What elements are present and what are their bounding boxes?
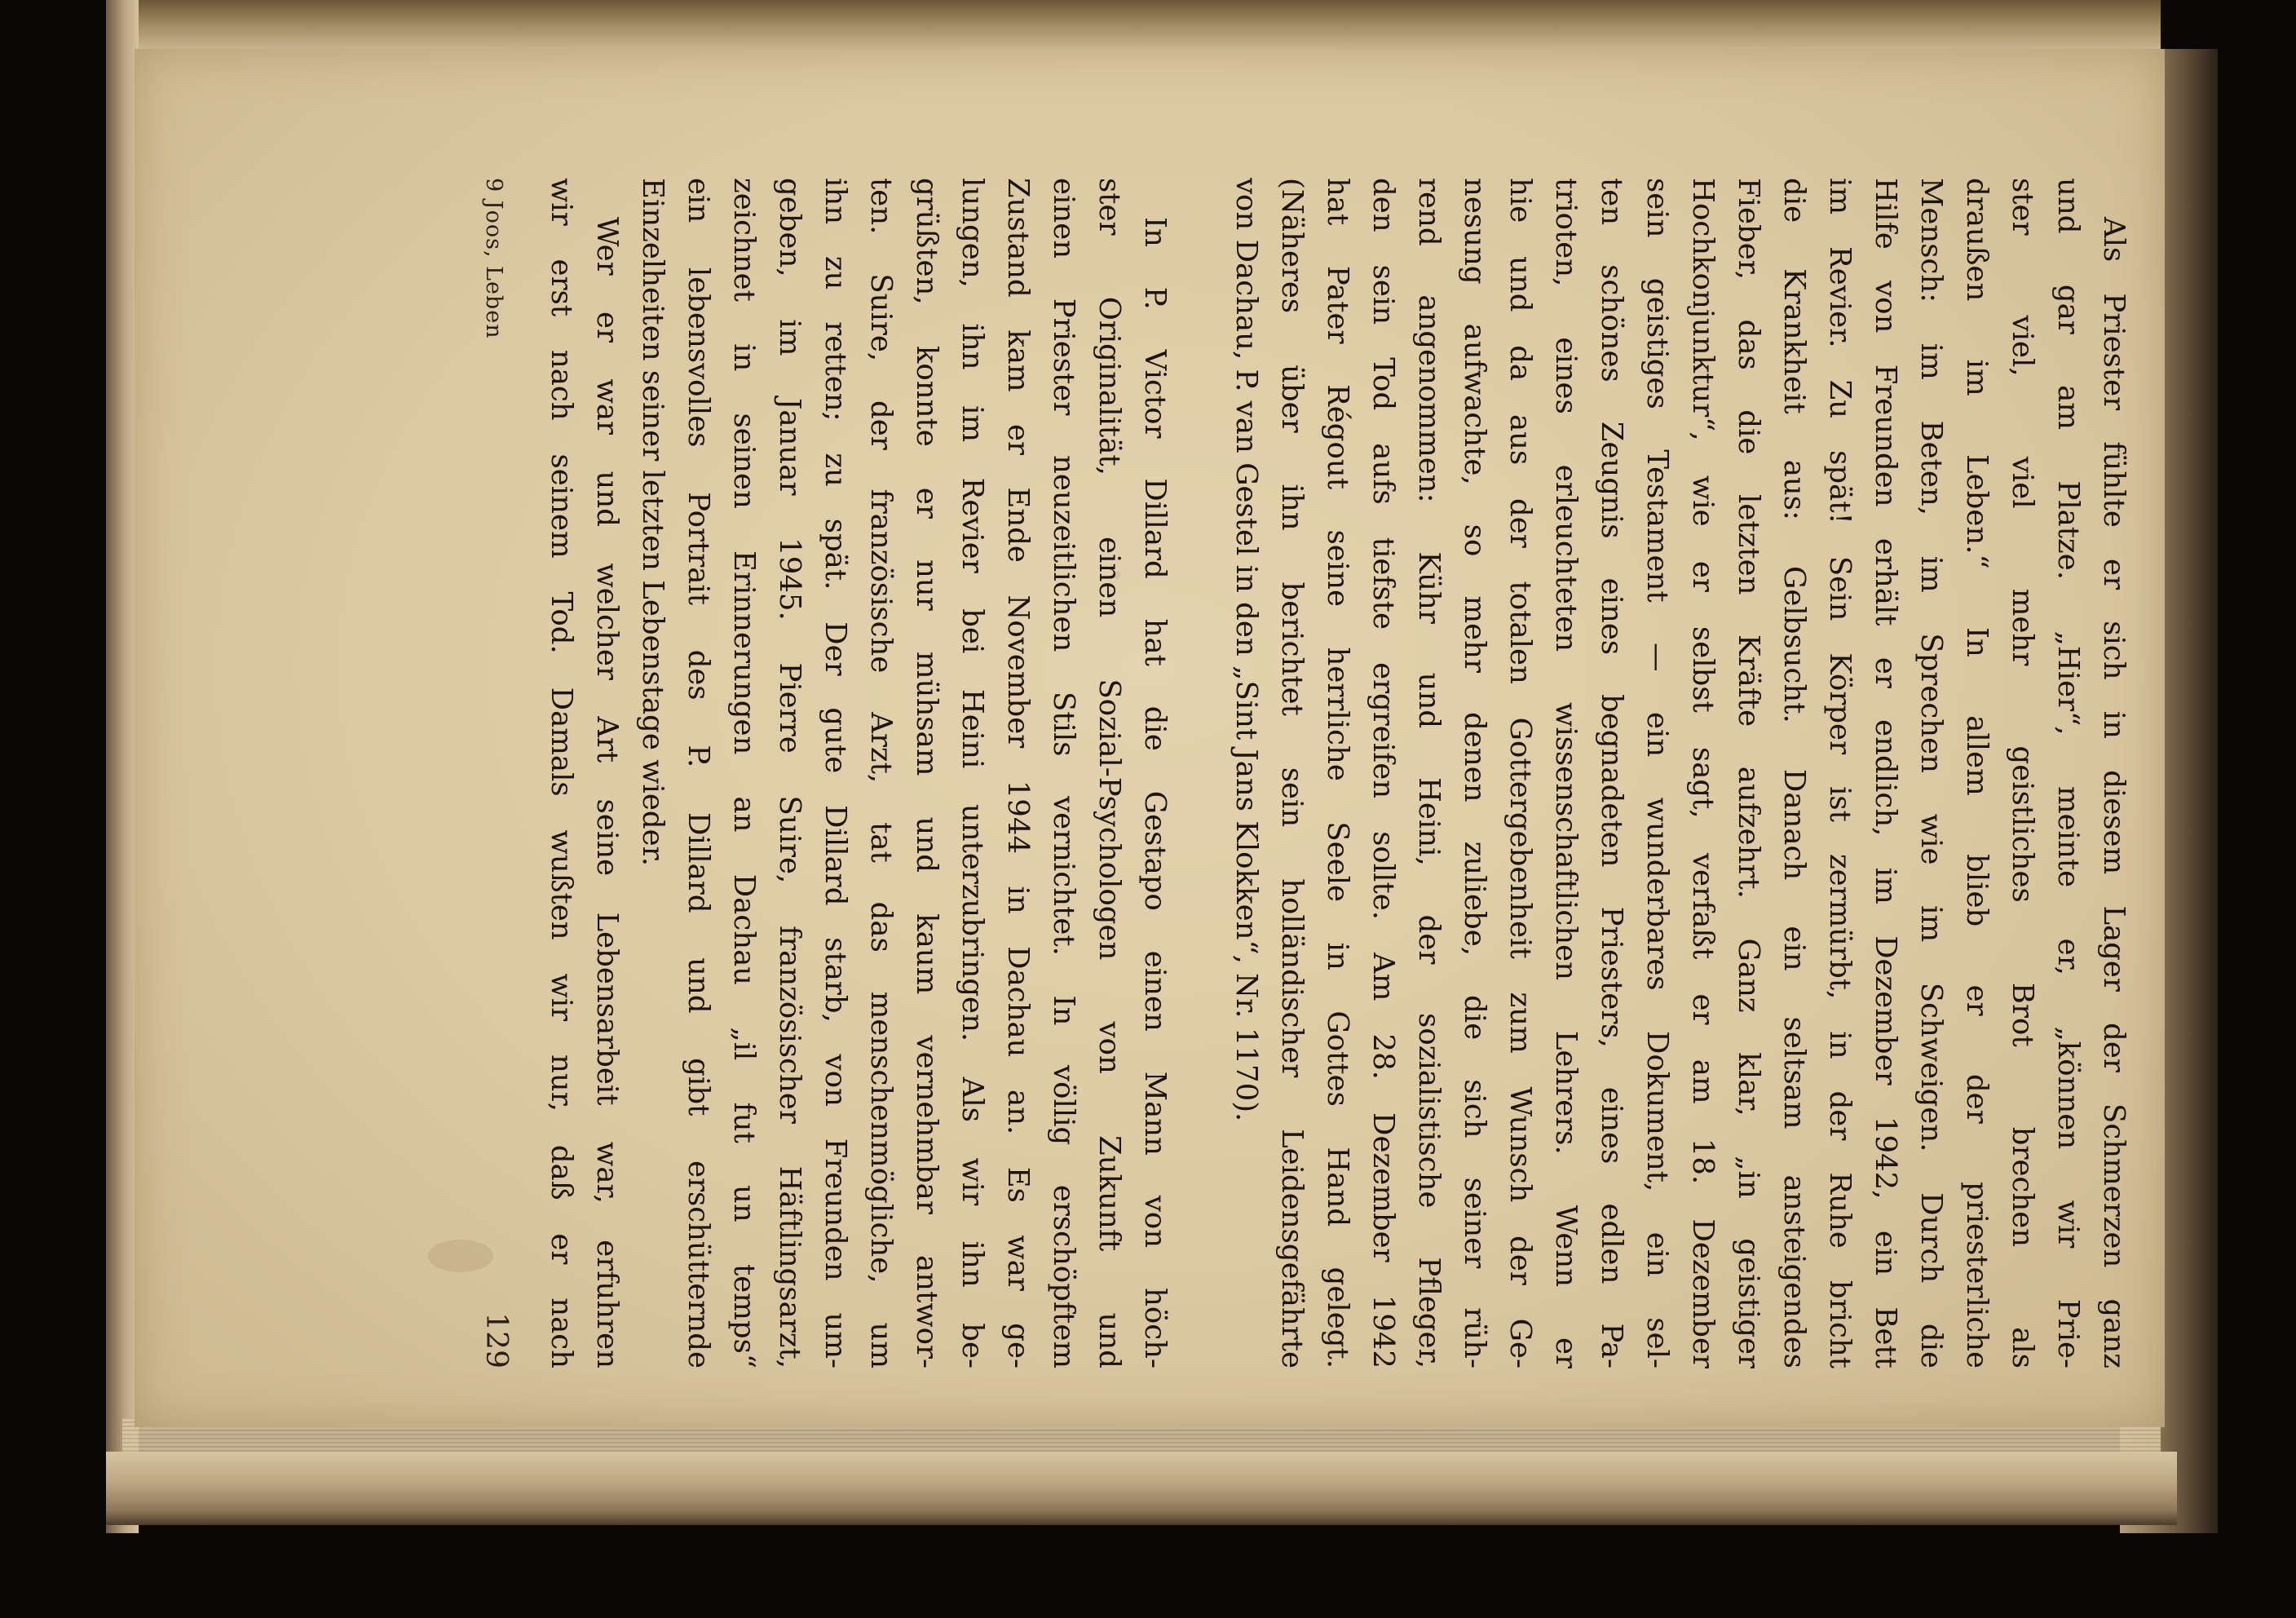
text-line: rend angenommen: Kühr und Heini, der sozialistische Pfleger,	[1412, 178, 1446, 1368]
page-footer	[470, 178, 519, 1368]
text-line: zeichnet in seinen Erinnerungen an Dachau „il fut un temps“	[727, 178, 761, 1368]
text-line: einen Priester neuzeitlichen Stils vernichtet. In völlig erschöpftem	[1047, 178, 1080, 1368]
text-line: lungen, ihn im Revier bei Heini unterzubringen. Als wir ihn be-	[956, 178, 989, 1368]
text-line: nesung aufwachte, so mehr denen zuliebe, die sich seiner rüh-	[1458, 178, 1491, 1368]
text-line: wir erst nach seinem Tod. Damals wußten wir nur, daß er nach	[545, 178, 578, 1368]
text-line: die Krankheit aus: Gelbsucht. Danach ein seltsam ansteigendes	[1777, 178, 1811, 1368]
paragraph-2	[629, 178, 1177, 1368]
text-line: Hochkonjunktur“, wie er selbst sagt, verfaßt er am 18. Dezember	[1686, 178, 1720, 1368]
text-line: ten schönes Zeugnis eines begnadeten Priesters, eines edlen Pa-	[1595, 178, 1628, 1368]
text-line: Hilfe von Freunden erhält er endlich, im Dezember 1942, ein Bett	[1869, 178, 1902, 1368]
signature-mark: 9 Joos, Leben	[481, 178, 506, 339]
book-page-edges-bottom	[106, 1452, 2177, 1525]
text-line: von Dachau, P. van Gestel in den „Sint Jans Klokken“, Nr. 1170).	[1230, 178, 1263, 1122]
page-text	[245, 178, 2136, 1368]
text-line: Fieber, das die letzten Kräfte aufzehrt. Ganz klar, „in geistiger	[1732, 178, 1765, 1368]
rotated-text-frame	[245, 178, 2136, 1368]
text-line: ster Originalität, einen Sozial-Psychologen von Zukunft und	[1093, 178, 1126, 1368]
text-line: ster viel, viel mehr geistliches Brot brechen als	[2006, 178, 2039, 1368]
paragraph-3	[538, 178, 629, 1368]
book-spine-edge	[106, 0, 139, 1533]
text-line: im Revier. Zu spät! Sein Körper ist zermürbt, in der Ruhe bricht	[1823, 178, 1857, 1368]
text-line: geben, im Januar 1945. Pierre Suire, französischer Häftlingsarzt,	[773, 178, 806, 1368]
paragraph-gap	[1177, 178, 1223, 1368]
paragraph-1	[1223, 178, 2136, 1368]
text-line: (Näheres über ihn berichtet sein holländischer Leidensgefährte	[1275, 178, 1309, 1368]
text-line: hie und da aus der totalen Gottergebenheit zum Wunsch der Ge-	[1503, 178, 1537, 1368]
page-number: 129	[479, 1312, 513, 1368]
text-line: Als Priester fühlte er sich in diesem Lager der Schmerzen ganz	[2097, 217, 2130, 1368]
text-line: hat Pater Régout seine herrliche Seele in Gottes Hand gelegt.	[1321, 178, 1354, 1368]
text-line: ihn zu retten; zu spät. Der gute Dillard starb, von Freunden um-	[819, 178, 852, 1368]
text-line: sein geistiges Testament — ein wunderbares Dokument, ein sel-	[1640, 178, 1674, 1368]
text-line: draußen im Leben.“ In allem blieb er der priesterliche	[1960, 178, 1994, 1368]
text-line: ein lebensvolles Portrait des P. Dillard und gibt erschütternde	[682, 178, 715, 1368]
text-line: Einzelheiten seiner letzten Lebenstage wieder.	[636, 178, 669, 866]
text-line: Zustand kam er Ende November 1944 in Dachau an. Es war ge-	[1001, 178, 1035, 1368]
text-line: und gar am Platze. „Hier“, meinte er, „können wir Prie-	[2051, 178, 2085, 1368]
text-line: ten. Suire, der französische Arzt, tat das menschenmögliche, um	[864, 178, 898, 1368]
text-line: Mensch: im Beten, im Sprechen wie im Schweigen. Durch die	[1914, 178, 1948, 1368]
text-line: In P. Victor Dillard hat die Gestapo einen Mann von höch-	[1138, 217, 1172, 1368]
text-line: trioten, eines erleuchteten wissenschaftlichen Lehrers. Wenn er	[1549, 178, 1583, 1368]
text-line: den sein Tod aufs tiefste ergreifen sollte. Am 28. Dezember 1942	[1367, 178, 1400, 1368]
text-line: grüßten, konnte er nur mühsam und kaum vernehmbar antwor-	[910, 178, 943, 1368]
text-line: Wer er war und welcher Art seine Lebensarbeit war, erfuhren	[590, 217, 624, 1368]
